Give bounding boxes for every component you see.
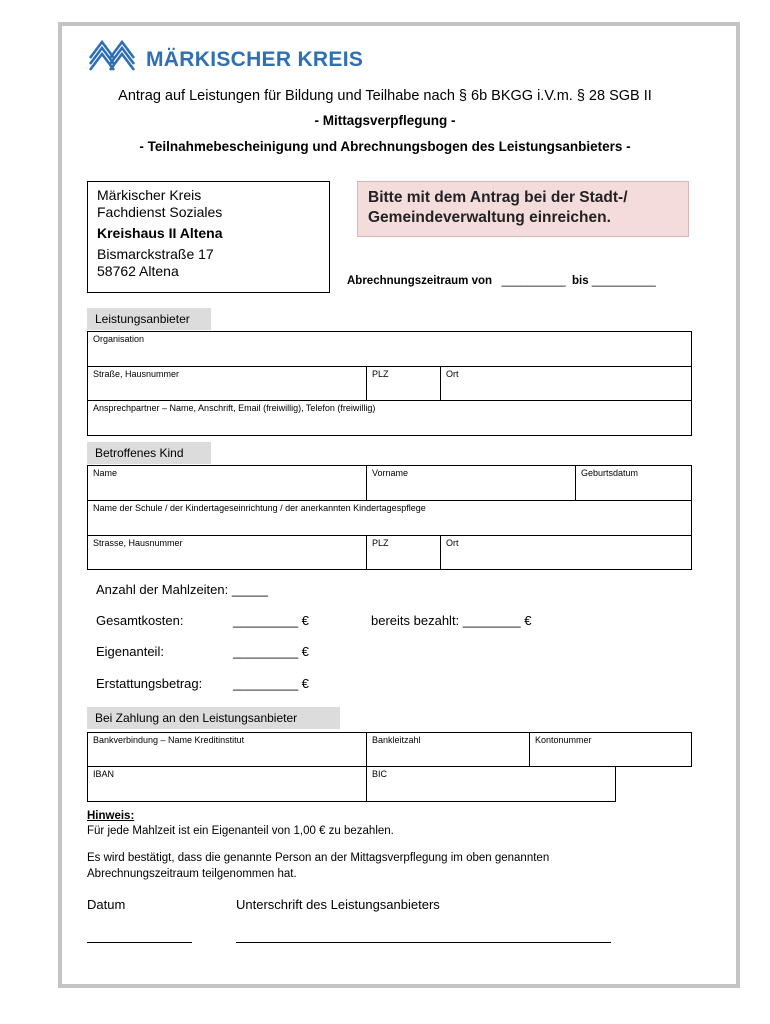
submission-notice: Bitte mit dem Antrag bei der Stadt-/ Gemeindeverwaltung einreichen. [357,181,689,237]
field-label: Bankleitzahl [372,735,421,745]
field-label: Strasse, Hausnummer [93,538,183,548]
date-line[interactable] [87,942,192,943]
child-plz-field[interactable] [366,535,441,570]
refund-amount-field[interactable]: _________ € [233,676,309,691]
field-label: Name der Schule / der Kindertageseinrichtung / der anerkannten Kindertagespflege [93,503,426,513]
signature-line[interactable] [236,942,611,943]
form-subtitle: - Mittagsverpflegung - [314,113,456,128]
field-label: Name [93,468,118,478]
bic-field[interactable] [366,766,616,802]
child-city-field[interactable] [440,535,692,570]
form-title: Antrag auf Leistungen für Bildung und Teilhabe nach § 6b BKGG i.V.m. § 28 SGB II [118,88,652,104]
provider-city-field[interactable] [440,366,692,401]
hint-text: Für jede Mahlzeit ist ein Eigenanteil von 1,00 € zu bezahlen. [87,825,394,837]
address-line: Bismarckstraße 17 [97,246,214,262]
total-costs-label: Gesamtkosten: [96,613,184,628]
field-label: Ansprechpartner – Name, Anschrift, Email (freiwillig), Telefon (freiwillig) [93,403,376,413]
field-label: IBAN [93,769,115,779]
logo-text: MÄRKISCHER KREIS [146,48,364,71]
address-line: 58762 Altena [97,263,179,279]
field-label: Straße, Hausnummer [93,369,180,379]
field-label: Kontonummer [535,735,592,745]
bank-name-field[interactable] [87,732,367,767]
date-label: Datum [87,897,126,912]
child-street-field[interactable] [87,535,367,570]
billing-period [347,275,656,287]
own-share-label: Eigenanteil: [96,644,164,659]
child-birthdate-field[interactable] [575,465,692,501]
hint-heading: Hinweis: [87,810,135,822]
child-school-field[interactable] [87,500,692,536]
form-subtitle-2: - Teilnahmebescheinigung und Abrechnungsbogen des Leistungsanbieters - [139,139,631,154]
field-label: PLZ [372,538,389,548]
period-to-label: bis [572,275,589,287]
section-payment: Bei Zahlung an den Leistungsanbieter [87,707,340,729]
address-line: Fachdienst Soziales [97,204,223,220]
field-label: Vorname [372,468,409,478]
field-label: BIC [372,769,388,779]
provider-plz-field[interactable] [366,366,441,401]
total-costs-field[interactable]: _________ € [233,613,309,628]
period-from-field[interactable]: __________ [501,275,566,287]
section-provider: Leistungsanbieter [87,308,211,330]
recipient-address-box [87,181,330,293]
field-label: Organisation [93,334,145,344]
address-line-bold: Kreishaus II Altena [97,225,223,241]
own-share-field[interactable]: _________ € [233,644,309,659]
provider-street-field[interactable] [87,366,367,401]
field-label: Geburtsdatum [581,468,639,478]
field-label: PLZ [372,369,389,379]
field-label: Ort [446,369,459,379]
provider-contact-field[interactable] [87,400,692,436]
field-label: Ort [446,538,459,548]
child-firstname-field[interactable] [366,465,576,501]
child-name-field[interactable] [87,465,367,501]
iban-field[interactable] [87,766,367,802]
refund-amount-label: Erstattungsbetrag: [96,676,203,691]
provider-organisation-field[interactable] [87,331,692,367]
account-number-field[interactable] [529,732,692,767]
period-to-field[interactable]: __________ [591,275,656,287]
already-paid-field[interactable]: bereits bezahlt: ________ € [371,613,532,628]
period-label: Abrechnungszeitraum von [347,275,493,287]
address-line: Märkischer Kreis [97,187,202,203]
field-label: Bankverbindung – Name Kreditinstitut [93,735,245,745]
meals-count-field[interactable]: Anzahl der Mahlzeiten: _____ [96,582,269,597]
confirmation-text-line1: Es wird bestätigt, dass die genannte Person an der Mittagsverpflegung im oben genannten [87,852,550,864]
bank-code-field[interactable] [366,732,530,767]
section-child: Betroffenes Kind [87,442,211,464]
confirmation-text-line2: Abrechnungszeitraum teilgenommen hat. [87,868,297,880]
signature-label: Unterschrift des Leistungsanbieters [236,897,440,912]
